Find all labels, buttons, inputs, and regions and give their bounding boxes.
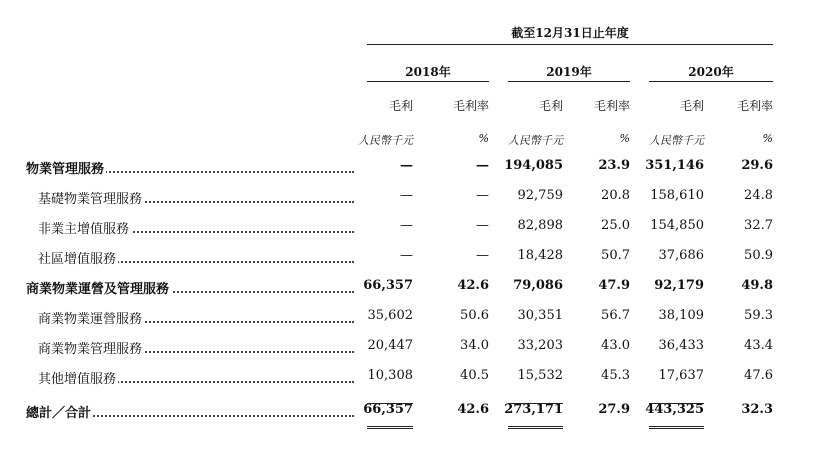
row-label-text: 商業物業運營服務 [38,312,143,327]
row-label [38,308,354,327]
row-label [38,218,354,237]
table-cell: 29.6 [741,158,773,173]
row-label [38,338,354,357]
row-label-text: 商業物業運營及管理服務 [26,282,170,297]
table-cell: 24.8 [744,188,773,203]
table-cell: 56.7 [601,308,630,323]
table-cell: 50.7 [601,248,630,263]
table-cell: — [400,218,413,233]
period-rule [367,44,773,45]
table-cell: — [476,248,489,263]
table-cell: 32.7 [744,218,773,233]
unit-percent: % [478,132,489,145]
row-label [38,248,354,267]
period-header: 截至12月31日止年度 [511,26,629,40]
table-cell: 33,203 [517,338,563,353]
table-cell: 10,308 [367,368,413,383]
table-cell: — [400,188,413,203]
table-cell: 35,602 [367,308,413,323]
total-top-rule [649,403,704,404]
table-cell: 23.9 [598,158,630,173]
table-cell: 34.0 [460,338,489,353]
year-rule-2019 [508,81,630,82]
col-header-gross-profit: 毛利 [538,99,563,113]
row-label-text: 物業管理服務 [26,162,105,177]
row-label-text: 社區增值服務 [38,252,117,267]
table-cell: 27.9 [598,402,630,417]
table-cell: 40.5 [460,368,489,383]
table-cell: — [476,158,489,173]
year-header-2020: 2020年 [688,65,734,79]
table-cell: 194,085 [504,158,563,173]
year-rule-2020 [649,81,773,82]
table-cell: 36,433 [658,338,704,353]
table-cell: 43.4 [744,338,773,353]
year-header-2019: 2019年 [546,65,592,79]
col-header-margin: 毛利率 [736,99,773,113]
table-cell: 45.3 [601,368,630,383]
unit-percent: % [762,132,773,145]
table-cell: 66,357 [363,402,413,417]
row-label [26,402,354,421]
unit-currency: 人民幣千元 [358,134,413,147]
row-label [38,368,354,387]
row-label-text: 商業物業管理服務 [38,342,143,357]
table-cell: 158,610 [650,188,704,203]
table-cell: 20.8 [601,188,630,203]
row-label [38,188,354,207]
table-cell: 20,447 [367,338,413,353]
table-cell: 66,357 [363,278,413,293]
table-cell: — [400,158,413,173]
table-cell: 79,086 [513,278,563,293]
table-cell: 47.6 [744,368,773,383]
table-cell: 47.9 [598,278,630,293]
row-label-text: 其他增值服務 [38,372,117,387]
table-cell: 50.6 [460,308,489,323]
row-label-text: 非業主增值服務 [38,222,130,237]
table-cell: 49.8 [741,278,773,293]
table-cell: 32.3 [741,402,773,417]
row-label-text: 總計／合計 [26,406,92,421]
unit-currency: 人民幣千元 [508,134,563,147]
total-bottom-rule [508,426,563,429]
table-cell: 42.6 [457,278,489,293]
col-header-gross-profit: 毛利 [388,99,413,113]
table-cell: 42.6 [457,402,489,417]
col-header-margin: 毛利率 [452,99,489,113]
table-cell: 443,325 [645,402,704,417]
table-cell: 38,109 [658,308,704,323]
table-cell: 59.3 [744,308,773,323]
row-label [26,278,354,297]
year-rule-2018 [367,81,489,82]
col-header-gross-profit: 毛利 [679,99,704,113]
unit-percent: % [619,132,630,145]
table-cell: — [400,248,413,263]
table-cell: 92,759 [517,188,563,203]
table-cell: 17,637 [658,368,704,383]
total-bottom-rule [649,426,704,429]
table-cell: 30,351 [517,308,563,323]
table-cell: 351,146 [645,158,704,173]
total-top-rule [367,403,413,404]
table-cell: 15,532 [517,368,563,383]
table-cell: — [476,218,489,233]
table-cell: 273,171 [504,402,563,417]
col-header-margin: 毛利率 [593,99,630,113]
table-cell: 25.0 [601,218,630,233]
table-cell: 43.0 [601,338,630,353]
table-cell: 154,850 [650,218,704,233]
table-cell: — [476,188,489,203]
table-cell: 92,179 [654,278,704,293]
total-top-rule [508,403,563,404]
year-header-2018: 2018年 [405,65,451,79]
row-label-text: 基礎物業管理服務 [38,192,143,207]
table-cell: 18,428 [517,248,563,263]
table-cell: 82,898 [517,218,563,233]
table-cell: 37,686 [658,248,704,263]
total-bottom-rule [367,426,413,429]
row-label [26,158,354,177]
unit-currency: 人民幣千元 [649,134,704,147]
table-cell: 50.9 [744,248,773,263]
